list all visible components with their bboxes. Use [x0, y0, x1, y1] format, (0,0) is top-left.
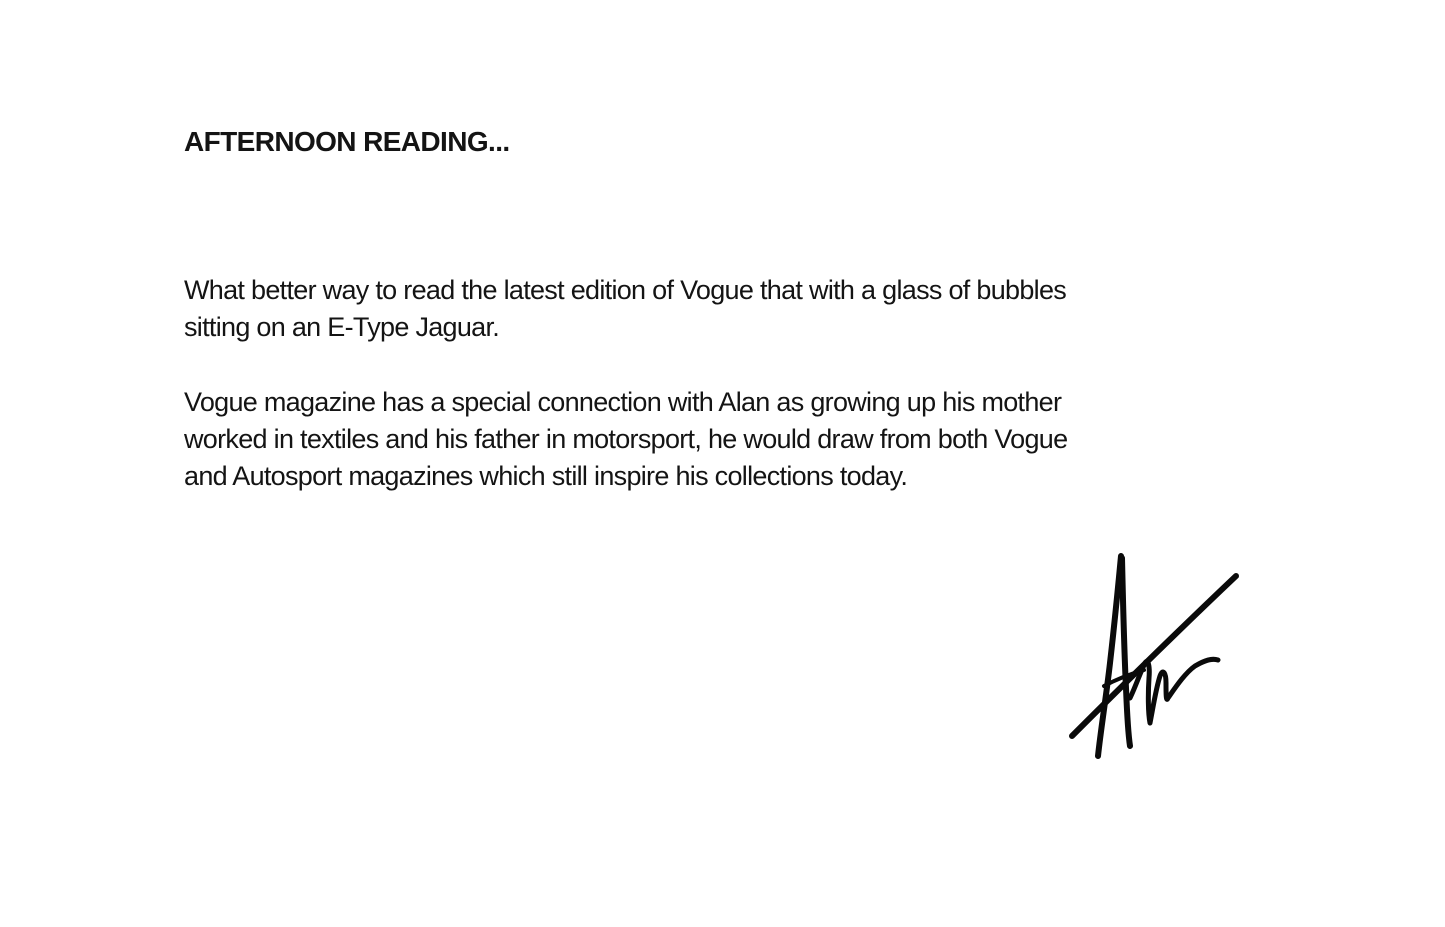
paragraph-line: Vogue magazine has a special connection with Alan as growing up his mother	[184, 387, 1062, 417]
paragraph-intro	[184, 272, 1244, 346]
body-copy	[184, 272, 1244, 495]
paragraph-line: sitting on an E-Type Jaguar.	[184, 312, 500, 342]
paragraph-line: worked in textiles and his father in motorsport, he would draw from both Vogue	[184, 424, 1068, 454]
signature-icon	[1060, 548, 1250, 768]
paragraph-vogue-connection	[184, 384, 1244, 495]
paragraph-line: and Autosport magazines which still inspire his collections today.	[184, 461, 908, 491]
page-heading: AFTERNOON READING...	[184, 126, 510, 157]
paragraph-line: What better way to read the latest edition of Vogue that with a glass of bubbles	[184, 275, 1067, 305]
